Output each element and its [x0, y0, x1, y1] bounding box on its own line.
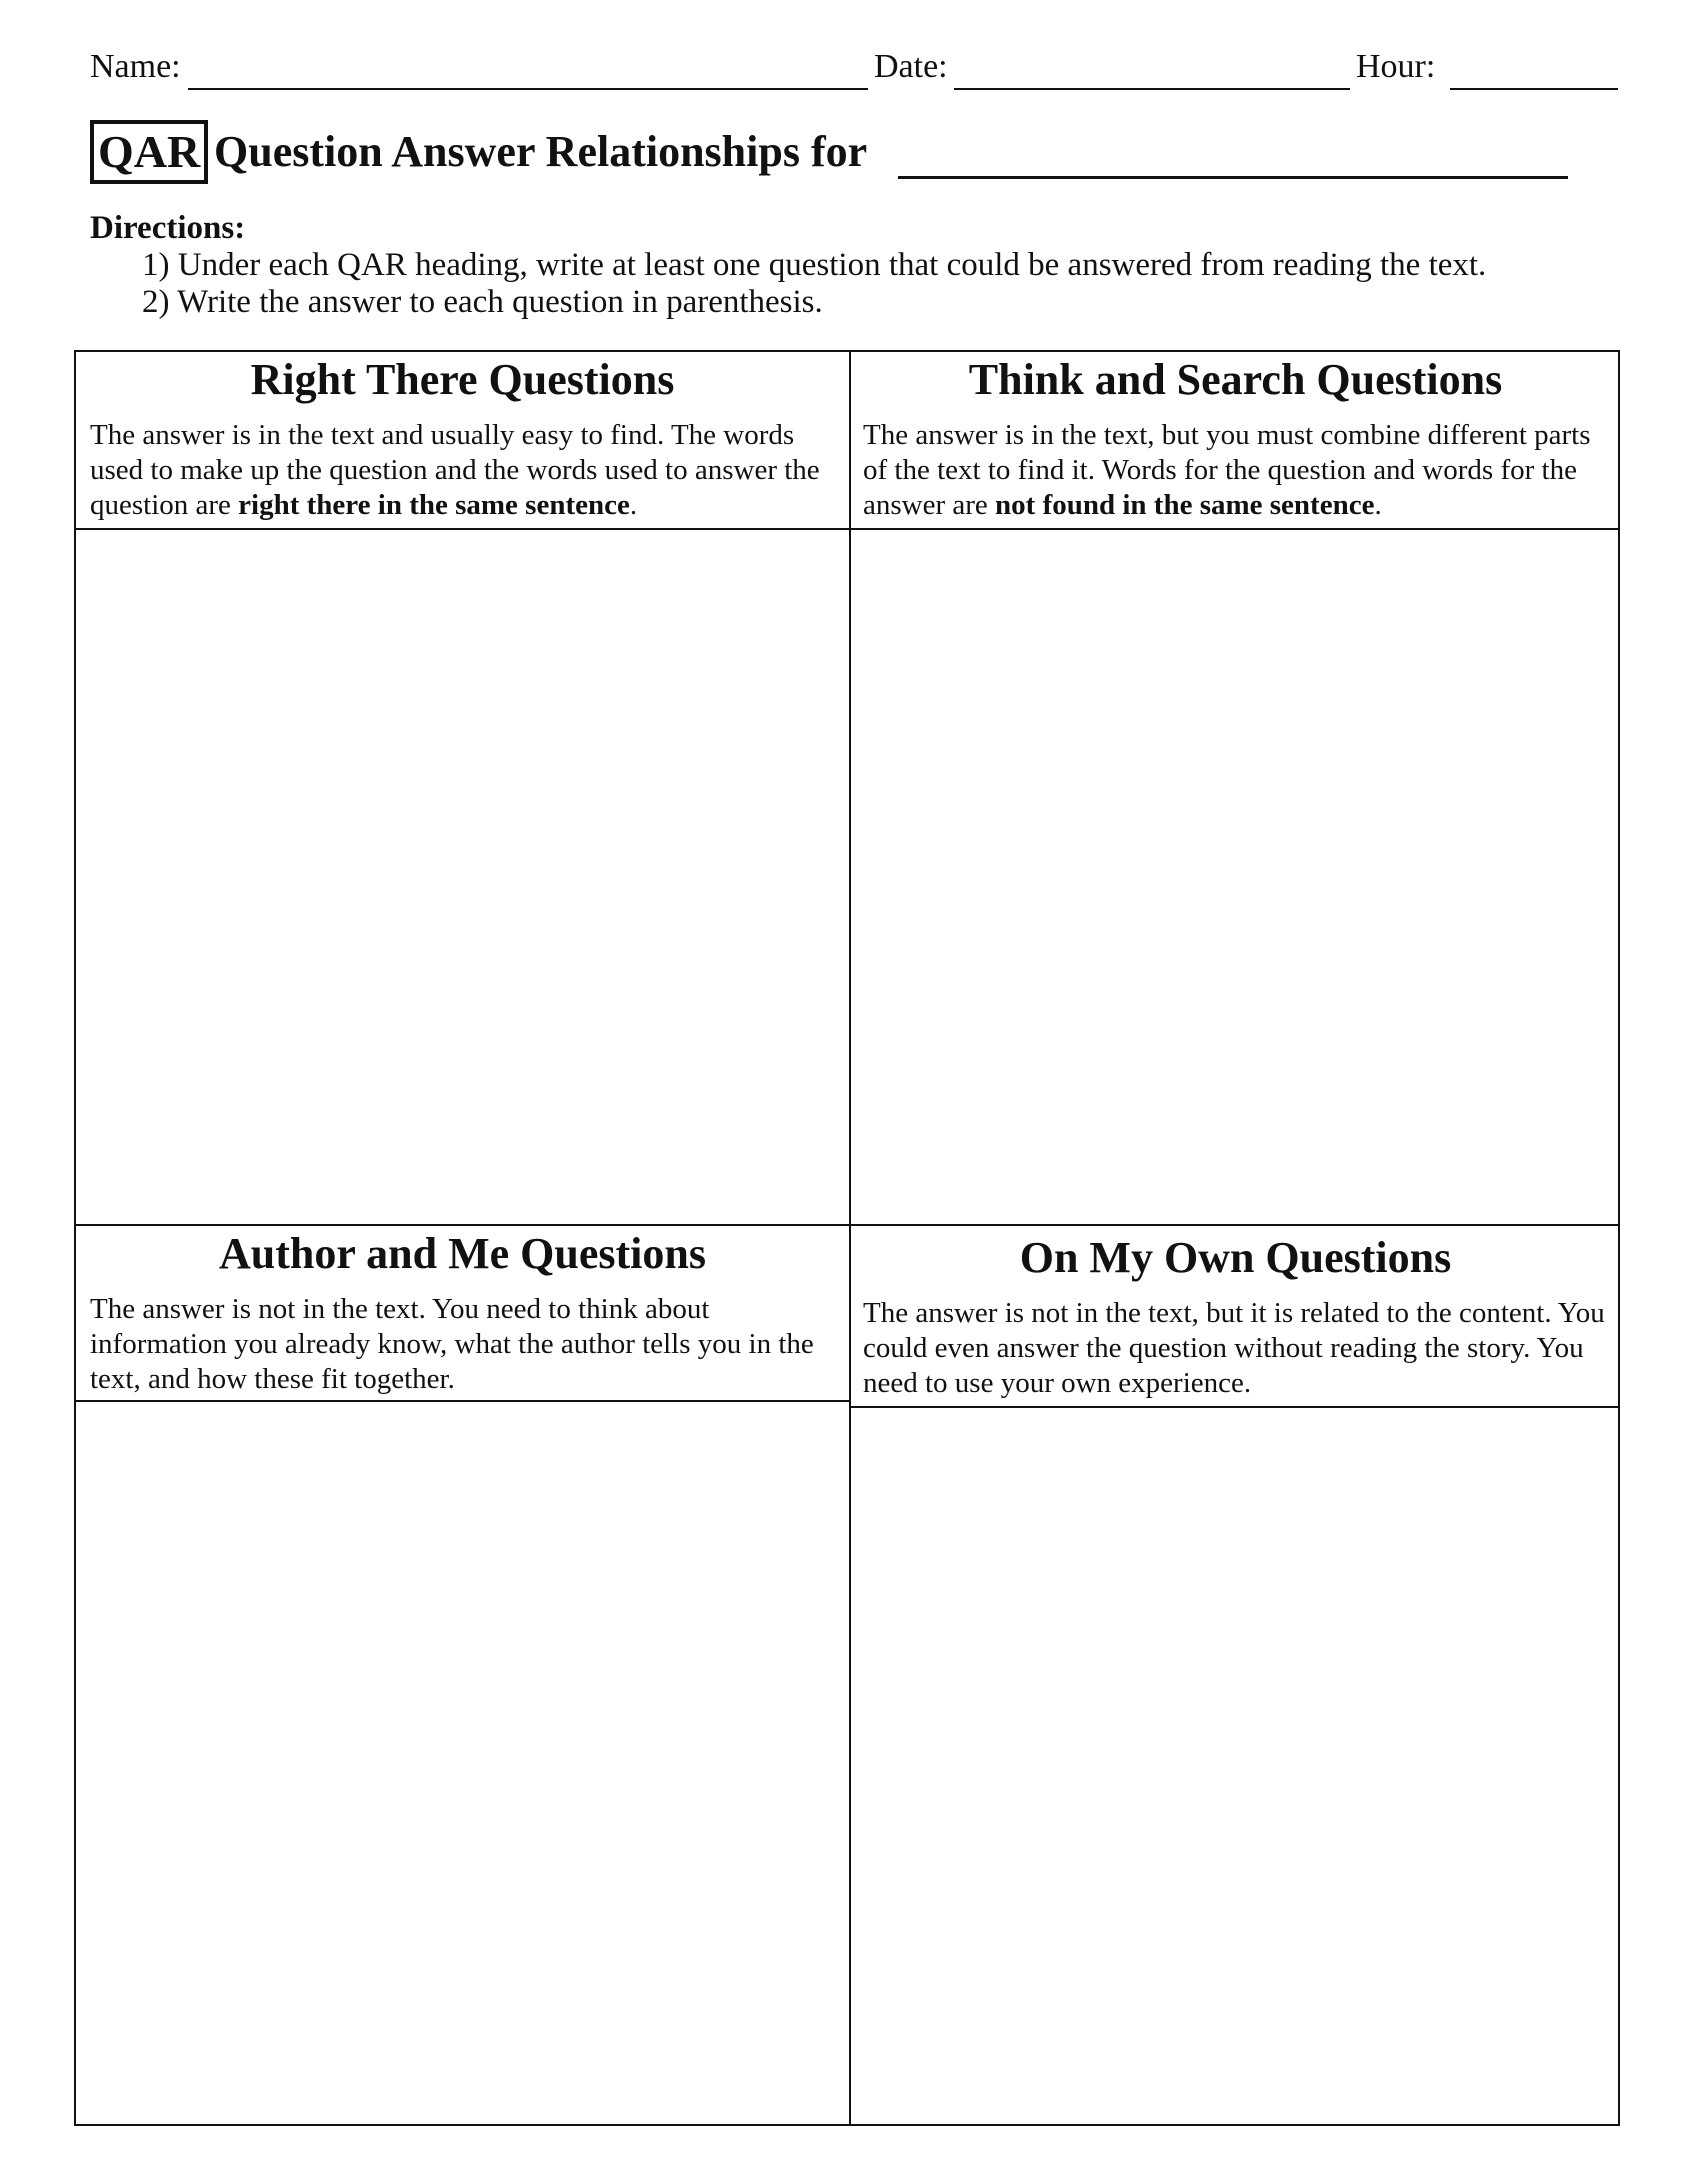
name-field[interactable]: [188, 88, 868, 90]
right-there-title: Right There Questions: [250, 355, 675, 404]
author-and-me-description: [90, 1292, 835, 1397]
author-and-me-section: [76, 1226, 849, 1397]
right-there-section: [76, 352, 849, 523]
think-and-search-desc-emphasis: not found in the same sentence: [995, 489, 1375, 521]
right-there-answer-area[interactable]: [76, 530, 848, 1224]
on-my-own-title: On My Own Questions: [1019, 1233, 1452, 1282]
on-my-own-desc-text: The answer is not in the text, but it is related to the content. You could even answer the question without reading the story. You need to use your own experience.: [863, 1297, 1605, 1399]
right-there-desc-end: .: [629, 489, 638, 521]
author-and-me-title: Author and Me Questions: [219, 1229, 706, 1278]
hour-field[interactable]: [1450, 88, 1618, 90]
date-label: Date:: [874, 48, 948, 85]
date-field[interactable]: [954, 88, 1350, 90]
think-and-search-title: Think and Search Questions: [968, 355, 1503, 404]
hour-label: Hour:: [1356, 48, 1436, 85]
direction-item-2: 2) Write the answer to each question in parenthesis.: [142, 284, 823, 320]
right-there-desc-text: The answer is in the text and usually easy to find. The words used to make up the question and the words used to answer the question are: [90, 419, 820, 521]
direction-item-1: 1) Under each QAR heading, write at least one question that could be answered from reading the text.: [142, 247, 1487, 283]
on-my-own-answer-area[interactable]: [851, 1408, 1620, 2124]
author-and-me-answer-area[interactable]: [76, 1402, 848, 2124]
student-info-row: [90, 48, 1520, 94]
on-my-own-description: [863, 1296, 1608, 1401]
title-text-field[interactable]: [898, 176, 1568, 179]
name-label: Name:: [90, 48, 181, 85]
think-and-search-section: [849, 352, 1622, 523]
page-title: Question Answer Relationships for: [214, 127, 868, 176]
think-and-search-description: [863, 418, 1608, 523]
think-and-search-answer-area[interactable]: [851, 530, 1620, 1224]
directions-heading: Directions:: [90, 210, 246, 246]
on-my-own-section: [849, 1230, 1622, 1401]
think-and-search-desc-text: The answer is in the text, but you must combine different parts of the text to find it. Words for the question and words for the answer are: [863, 419, 1591, 521]
qar-boxed-label: QAR: [90, 120, 208, 184]
qar-grid: [74, 350, 1620, 2126]
right-there-description: [90, 418, 835, 523]
right-there-desc-emphasis: right there in the same sentence: [238, 489, 630, 521]
worksheet-title: [90, 120, 1570, 184]
think-and-search-desc-end: .: [1374, 489, 1382, 521]
author-and-me-desc-text: The answer is not in the text. You need to think about information you already know, what the author tells you in the text, and how these fit together.: [90, 1293, 814, 1395]
directions: [90, 210, 1590, 321]
